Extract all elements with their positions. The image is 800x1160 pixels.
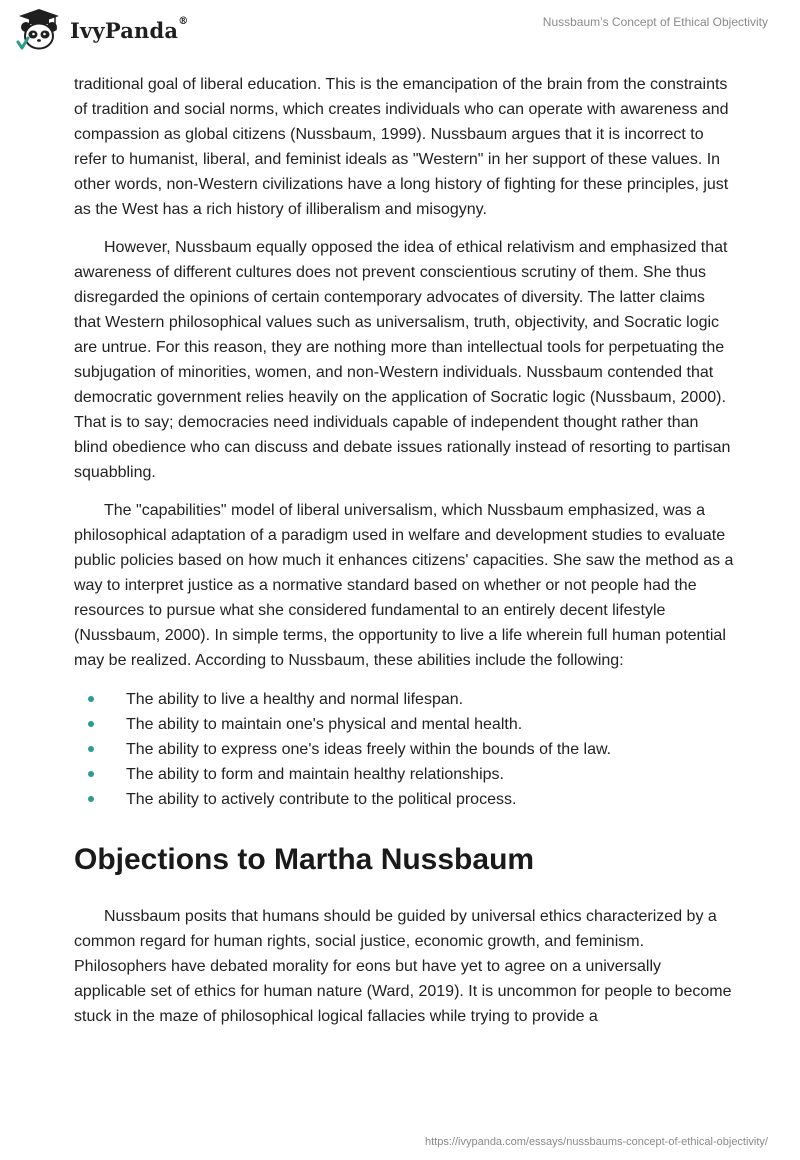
paragraph-continuation: traditional goal of liberal education. This is the emancipation of the brain from the constraints of tradition and social norms, which creates individuals who can operate with awareness and compassion as global citizens (Nussbaum, 1999). Nussbaum argues that it is incorrect to refer to humanist, liberal, and feminist ideals as "Western" in her support of these values. In other words, non-Western civilizations have a long history of fighting for these principles, just as the West has a rich history of illiberalism and misogyny. [74, 76, 729, 218]
document-title: Nussbaum’s Concept of Ethical Objectivity [542, 15, 768, 29]
list-item: The ability to live a healthy and normal lifespan. [74, 687, 734, 712]
list-item: The ability to express one's ideas freely within the bounds of the law. [74, 737, 734, 762]
article-body [74, 72, 734, 1042]
bullet-icon [88, 696, 94, 702]
list-item: The ability to actively contribute to the political process. [74, 787, 734, 812]
panda-graduate-icon [14, 8, 64, 52]
bullet-icon [88, 771, 94, 777]
footer-url[interactable]: https://ivypanda.com/essays/nussbaums-concept-of-ethical-objectivity/ [425, 1136, 768, 1148]
brand-name: IvyPanda® [70, 15, 189, 43]
capabilities-list [74, 687, 734, 812]
section-heading: Objections to Martha Nussbaum [74, 843, 535, 876]
list-item: The ability to form and maintain healthy relationships. [74, 762, 734, 787]
paragraph-ethical-relativism: However, Nussbaum equally opposed the idea of ethical relativism and emphasized that awareness of different cultures does not prevent conscientious scrutiny of them. She thus disregarded the opinions of certain contemporary advocates of diversity. The latter claims that Western philosophical values such as universalism, truth, objectivity, and Socratic logic are untrue. For this reason, they are nothing more than intellectual tools for perpetuating the subjugation of minorities, women, and non-Western individuals. Nussbaum contended that democratic government relies heavily on the application of Socratic logic (Nussbaum, 2000). That is to say; democracies need individuals capable of independent thought rather than blind obedience who can discuss and debate issues rationally instead of resorting to partisan squabbling. [74, 239, 731, 481]
page-header [0, 0, 800, 70]
bullet-icon [88, 746, 94, 752]
paragraph-objections: Nussbaum posits that humans should be guided by universal ethics characterized by a common regard for human rights, social justice, economic growth, and feminism. Philosophers have debated morality for eons but have yet to agree on a universally applicable set of ethics for human nature (Ward, 2019). It is uncommon for people to become stuck in the maze of philosophical logical fallacies while trying to provide a [74, 908, 732, 1025]
brand-logo[interactable] [14, 8, 188, 52]
list-item: The ability to maintain one's physical and mental health. [74, 712, 734, 737]
paragraph-capabilities-model: The "capabilities" model of liberal universalism, which Nussbaum emphasized, was a philosophical adaptation of a paradigm used in welfare and development studies to evaluate public policies based on how much it enhances citizens' capacities. She saw the method as a way to interpret justice as a normative standard based on whether or not people had the resources to pursue what she considered fundamental to an entirely decent lifestyle (Nussbaum, 2000). In simple terms, the opportunity to live a life wherein full human potential may be realized. According to Nussbaum, these abilities include the following: [74, 502, 734, 669]
bullet-icon [88, 796, 94, 802]
bullet-icon [88, 721, 94, 727]
